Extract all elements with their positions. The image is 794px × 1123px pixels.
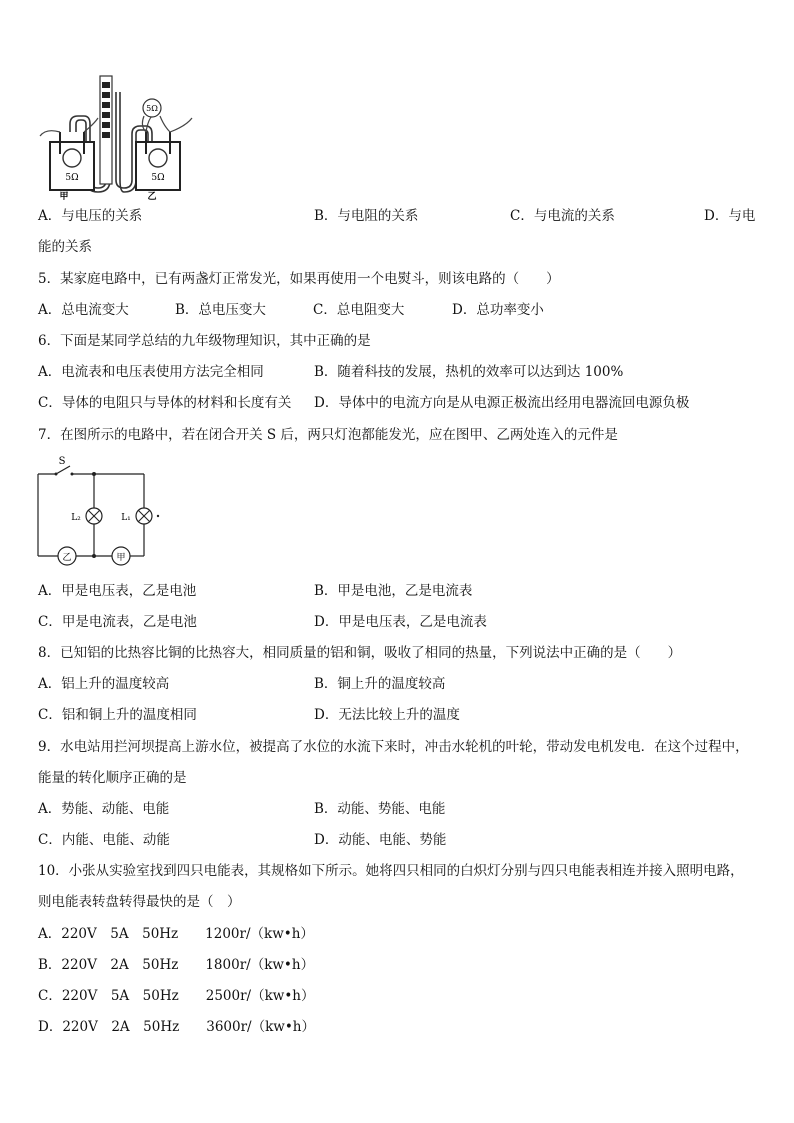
left-resistor-label: 5Ω xyxy=(65,173,79,183)
switch-label: S xyxy=(58,456,66,467)
q8-option-c: C．铝和铜上升的温度相同 xyxy=(38,707,197,723)
q7-option-d: D．甲是电压表，乙是电流表 xyxy=(314,614,487,630)
q10-stem-line2: 则电能表转盘转得最快的是（ ） xyxy=(38,894,241,910)
q9-stem-line1: 9．水电站用拦河坝提高上游水位，被提高了水位的水流下来时，冲击水轮机的叶轮，带动发电机发电．在这个过程中， xyxy=(38,739,749,755)
q10-option-d: D．220V 2A 50Hz 3600r/（kw•h） xyxy=(38,1019,315,1035)
external-resistor-label: 5Ω xyxy=(146,104,158,113)
q4-option-d: D．与电 xyxy=(704,208,756,224)
q7-stem: 7．在图所示的电路中，若在闭合开关 S 后，两只灯泡都能发光，应在图甲、乙两处连入的元件是 xyxy=(38,427,618,443)
lamp-l2 xyxy=(86,508,102,524)
q6-option-c: C．导体的电阻只与导体的材料和长度有关 xyxy=(38,395,292,411)
q9-option-d: D．动能、电能、势能 xyxy=(314,832,447,848)
q7-option-a: A．甲是电压表，乙是电池 xyxy=(38,583,197,599)
q6-option-a: A．电流表和电压表使用方法完全相同 xyxy=(38,364,264,380)
q5-option-a: A．总电流变大 xyxy=(38,302,129,318)
q4-option-d-wrap: 能的关系 xyxy=(38,239,92,255)
q6-option-b: B．随着科技的发展，热机的效率可以达到达 100% xyxy=(314,364,624,380)
q5-option-b: B．总电压变大 xyxy=(175,302,266,318)
q6-option-d: D．导体中的电流方向是从电源正极流出经用电器流回电源负极 xyxy=(314,395,690,411)
q9-option-a: A．势能、动能、电能 xyxy=(38,801,170,817)
q5-stem: 5．某家庭电路中，已有两盏灯正常发光，如果再使用一个电熨斗，则该电路的（ ） xyxy=(38,271,560,287)
q9-option-b: B．动能、势能、电能 xyxy=(314,801,446,817)
q8-stem: 8．已知铝的比热容比铜的比热容大，相同质量的铝和铜，吸收了相同的热量，下列说法中正确的是（ ） xyxy=(38,645,682,661)
q7-option-b: B．甲是电池，乙是电流表 xyxy=(314,583,473,599)
q4-option-c: C．与电流的关系 xyxy=(510,208,615,224)
q8-option-b: B．铜上升的温度较高 xyxy=(314,676,446,692)
position-b-label: 乙 xyxy=(62,553,72,563)
q10-option-a: A．220V 5A 50Hz 1200r/（kw•h） xyxy=(38,926,314,942)
q10-option-b: B．220V 2A 50Hz 1800r/（kw•h） xyxy=(38,957,315,973)
right-resistor-label: 5Ω xyxy=(151,173,165,183)
q8-option-d: D．无法比较上升的温度 xyxy=(314,707,460,723)
lamp-l2-label: L₂ xyxy=(71,513,81,523)
q4-option-b: B．与电阻的关系 xyxy=(314,208,419,224)
q10-option-c: C．220V 5A 50Hz 2500r/（kw•h） xyxy=(38,988,315,1004)
q9-option-c: C．内能、电能、动能 xyxy=(38,832,170,848)
q6-stem: 6．下面是某同学总结的九年级物理知识，其中正确的是 xyxy=(38,333,371,349)
q4-option-a: A．与电压的关系 xyxy=(38,208,143,224)
q5-option-c: C．总电阻变大 xyxy=(313,302,405,318)
lamp-l1-label: L₁ xyxy=(121,513,131,523)
q5-option-d: D．总功率变小 xyxy=(452,302,544,318)
joule-heating-figure xyxy=(36,72,216,202)
q10-stem-line1: 10．小张从实验室找到四只电能表，其规格如下所示。她将四只相同的白炽灯分别与四只电能表相连并接入照明电路， xyxy=(38,863,744,879)
right-label: 乙 xyxy=(147,192,157,202)
left-label: 甲 xyxy=(59,192,69,202)
q9-stem-line2: 能量的转化顺序正确的是 xyxy=(38,770,187,786)
lamp-l1 xyxy=(136,508,152,524)
q8-option-a: A．铝上升的温度较高 xyxy=(38,676,170,692)
q7-option-c: C．甲是电流表，乙是电池 xyxy=(38,614,197,630)
position-a-label: 甲 xyxy=(116,553,126,563)
circuit-diagram xyxy=(34,452,164,570)
